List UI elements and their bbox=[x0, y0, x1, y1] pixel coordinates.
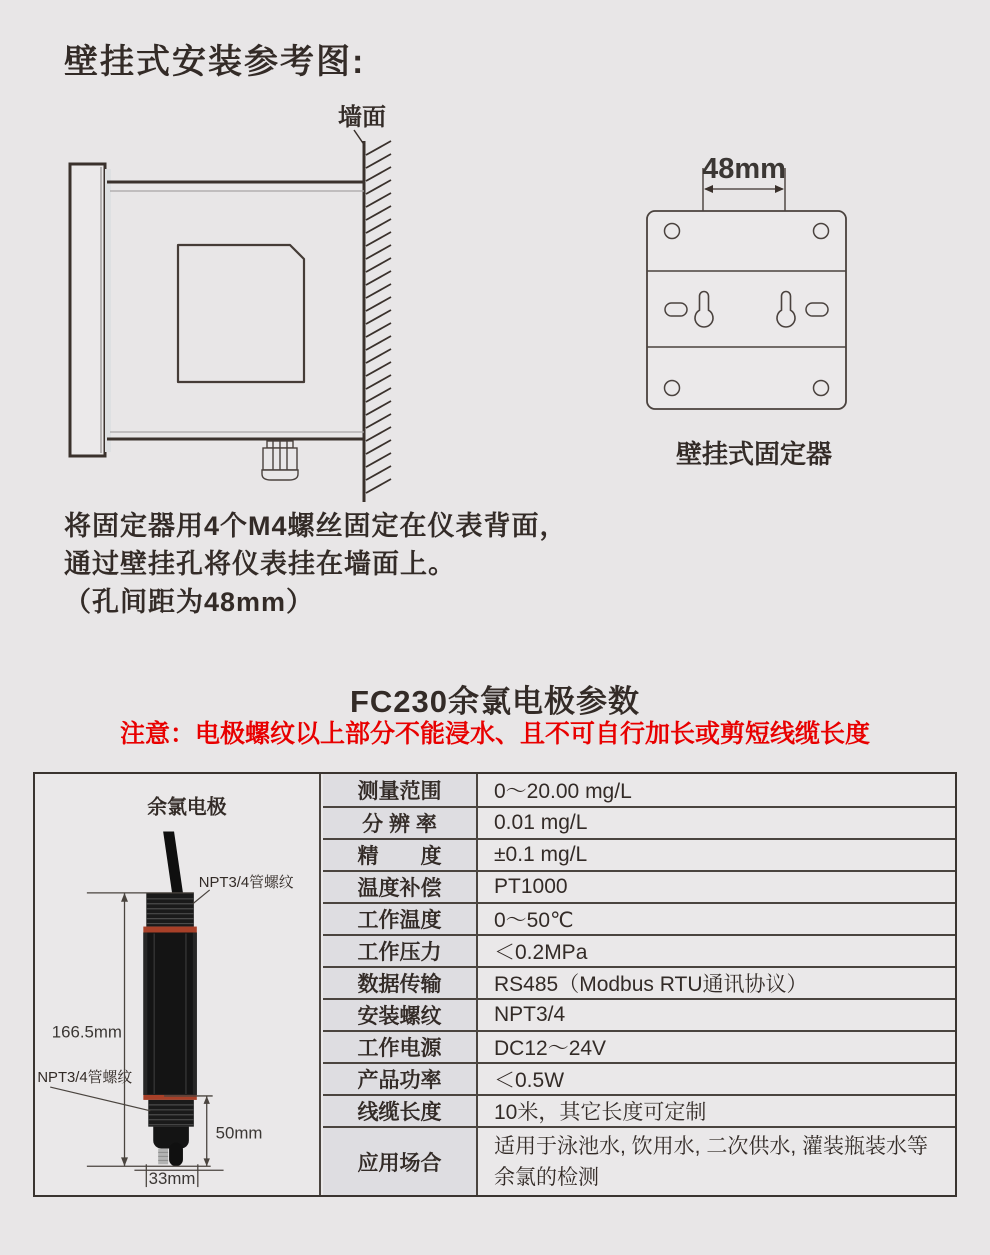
spec-label: 应用场合 bbox=[323, 1126, 478, 1195]
bracket-dimension-text: 48mm bbox=[702, 153, 786, 185]
cable-gland bbox=[262, 441, 298, 480]
electrode-diagram bbox=[35, 774, 321, 1195]
mount-plate bbox=[647, 211, 846, 409]
spec-value: RS485（Modbus RTU通讯协议） bbox=[478, 966, 955, 998]
spec-label: 工作温度 bbox=[323, 902, 478, 934]
spec-label: 线缆长度 bbox=[323, 1094, 478, 1126]
bracket-label: 壁挂式固定器 bbox=[675, 439, 833, 469]
instruction-line: 通过壁挂孔将仪表挂在墙面上。 bbox=[64, 549, 456, 579]
electrode-probe-tip bbox=[169, 1142, 183, 1166]
thread-bottom-label: NPT3/4管螺纹 bbox=[37, 1070, 133, 1087]
spec-label: 产品功率 bbox=[323, 1062, 478, 1094]
instruction-line: （孔间距为48mm） bbox=[64, 587, 315, 617]
wall-hatching bbox=[366, 141, 391, 493]
bracket-diagram bbox=[620, 140, 870, 480]
spec-value: ±0.1 mg/L bbox=[478, 838, 955, 870]
spec-value: 0～50℃ bbox=[478, 902, 955, 934]
electrode-sensor-pin bbox=[158, 1148, 168, 1164]
wall-install-diagram bbox=[50, 95, 420, 505]
height-dimension-text: 166.5mm bbox=[51, 1022, 122, 1042]
spec-value bbox=[478, 1126, 955, 1195]
spec-label: 工作电源 bbox=[323, 1030, 478, 1062]
spec-label: 工作压力 bbox=[323, 934, 478, 966]
spec-value: PT1000 bbox=[478, 870, 955, 902]
spec-value-line: 适用于泳池水, 饮用水, 二次供水, 灌装瓶装水等 bbox=[494, 1134, 929, 1158]
thread-top-label: NPT3/4管螺纹 bbox=[198, 874, 294, 891]
spec-label: 测量范围 bbox=[323, 774, 478, 806]
spec-value-line: 余氯的检测 bbox=[494, 1165, 599, 1189]
meter-body bbox=[107, 182, 364, 439]
spec-value: 0.01 mg/L bbox=[478, 806, 955, 838]
lower-dimension-text: 50mm bbox=[215, 1123, 263, 1143]
meter-front-bezel bbox=[70, 164, 105, 456]
spec-label: 安装螺纹 bbox=[323, 998, 478, 1030]
electrode-caption: 余氯电极 bbox=[147, 796, 227, 819]
electrode-oring-top bbox=[143, 927, 196, 933]
electrode-body bbox=[143, 932, 196, 1094]
install-instructions bbox=[64, 507, 568, 621]
spec-value: 10米，其它长度可定制 bbox=[478, 1094, 955, 1126]
electrode-bottom-thread bbox=[148, 1100, 194, 1127]
wall-label: 墙面 bbox=[338, 104, 386, 131]
spec-value: 0～20.00 mg/L bbox=[478, 774, 955, 806]
spec-rows bbox=[323, 774, 955, 1195]
spec-value: DC12～24V bbox=[478, 1030, 955, 1062]
spec-label: 精 度 bbox=[323, 838, 478, 870]
params-section-title: FC230余氯电极参数 bbox=[349, 684, 641, 719]
spec-value: ＜0.2MPa bbox=[478, 934, 955, 966]
spec-table bbox=[33, 772, 957, 1197]
electrode-figure-cell bbox=[35, 774, 321, 1195]
spec-label: 分 辨 率 bbox=[323, 806, 478, 838]
electrode-cable bbox=[163, 831, 183, 892]
spec-value: ＜0.5W bbox=[478, 1062, 955, 1094]
bezel-shadow-strip bbox=[105, 169, 111, 452]
spec-value: NPT3/4 bbox=[478, 998, 955, 1030]
instruction-line: 将固定器用4个M4螺丝固定在仪表背面， bbox=[64, 511, 568, 541]
warning-text: 注意：电极螺纹以上部分不能浸水、且不可自行加长或剪短线缆长度 bbox=[119, 720, 870, 748]
spec-label: 温度补偿 bbox=[323, 870, 478, 902]
page-title: 壁挂式安装参考图: bbox=[64, 43, 366, 81]
width-dimension-text: 33mm bbox=[148, 1169, 196, 1189]
meter-rear-window bbox=[178, 245, 304, 382]
spec-label: 数据传输 bbox=[323, 966, 478, 998]
electrode-top-thread bbox=[146, 893, 194, 927]
